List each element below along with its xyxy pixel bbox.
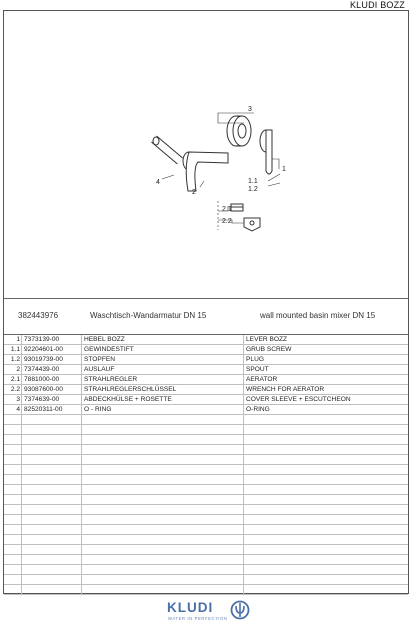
table-row: [4, 525, 408, 535]
table-row: [4, 405, 408, 415]
table-row: [4, 385, 408, 395]
part-name-de: AUSLAUF: [84, 366, 115, 373]
spout-part: [183, 152, 228, 191]
part-name-de: HEBEL BOZZ: [84, 336, 125, 343]
part-position: 3: [16, 396, 20, 403]
part-position: 1.1: [10, 346, 20, 353]
part-number: 93019739-00: [24, 356, 63, 363]
exploded-drawing: [4, 11, 408, 298]
part-name-en: PLUG: [246, 356, 264, 363]
aerator-part: [231, 204, 243, 211]
part-number: 7374639-00: [24, 396, 60, 403]
oring-part: [153, 137, 180, 161]
part-position: 1.2: [10, 356, 20, 363]
table-row: [4, 465, 408, 475]
part-name-de: STOPFEN: [84, 356, 116, 363]
parts-table: [4, 335, 408, 595]
table-row: [4, 565, 408, 575]
article-number: 382443976: [18, 311, 59, 320]
table-row: [4, 345, 408, 355]
table-row: [4, 435, 408, 445]
part-name-de: STRAHLREGLERSCHLÜSSEL: [84, 386, 177, 393]
callout-1: 1: [282, 166, 286, 173]
description-en: wall mounted basin mixer DN 15: [260, 311, 376, 320]
part-name-en: AERATOR: [246, 376, 278, 383]
table-row: [4, 355, 408, 365]
table-row: [4, 515, 408, 525]
table-row: [4, 485, 408, 495]
brand-header: KLUDI BOZZ: [349, 0, 405, 10]
table-row: [4, 555, 408, 565]
spare-parts-sheet: [3, 10, 409, 594]
callout-1-2: 1.2: [248, 186, 258, 193]
part-number: 7881000-00: [24, 376, 60, 383]
table-row: [4, 365, 408, 375]
table-row: [4, 495, 408, 505]
callout-4: 4: [156, 179, 160, 186]
callout-2-1: 2.1: [222, 206, 232, 213]
callout-1-1: 1.1: [248, 178, 258, 185]
part-name-en: O-RING: [246, 406, 270, 413]
lever-part: [260, 130, 272, 174]
part-position: 2.1: [10, 376, 20, 383]
table-row: [4, 335, 408, 345]
leader-lines: [162, 113, 280, 230]
part-name-de: ABDECKHÜLSE + ROSETTE: [84, 396, 172, 403]
logo-wordmark: KLUDI: [167, 600, 214, 615]
part-position: 2: [16, 366, 20, 373]
kludi-logo: [0, 600, 413, 624]
part-name-en: SPOUT: [246, 366, 269, 373]
part-name-de: O - RING: [84, 406, 112, 413]
aerator-wrench-part: [244, 218, 260, 231]
table-row: [4, 475, 408, 485]
part-number: 7374439-00: [24, 366, 60, 373]
table-row: [4, 445, 408, 455]
part-position: 2.2: [10, 386, 20, 393]
part-number: 82520311-00: [24, 406, 63, 413]
part-number: 92204601-00: [24, 346, 63, 353]
callout-2-2: 2.2: [222, 218, 232, 225]
table-row: [4, 535, 408, 545]
part-position: 4: [16, 406, 20, 413]
table-row: [4, 455, 408, 465]
part-number: 93087600-00: [24, 386, 63, 393]
table-row: [4, 375, 408, 385]
table-row: [4, 395, 408, 405]
part-name-en: LEVER BOZZ: [246, 336, 288, 343]
logo-tagline: WATER IN PERFECTION: [168, 616, 228, 621]
description-de: Waschtisch-Wandarmatur DN 15: [90, 311, 207, 320]
part-name-de: STRAHLREGLER: [84, 376, 138, 383]
part-name-en: COVER SLEEVE + ESCUTCHEON: [246, 396, 351, 403]
table-row: [4, 425, 408, 435]
table-row: [4, 545, 408, 555]
table-row: [4, 415, 408, 425]
part-name-en: WRENCH FOR AERATOR: [246, 386, 325, 393]
table-row: [4, 505, 408, 515]
escutcheon-part: [227, 116, 251, 146]
part-position: 1: [16, 336, 20, 343]
kludi-drop-icon: [230, 600, 250, 620]
table-row: [4, 575, 408, 585]
part-name-de: GEWINDESTIFT: [84, 346, 134, 353]
part-name-en: GRUB SCREW: [246, 346, 292, 353]
title-bar: [4, 298, 408, 335]
part-number: 7373139-00: [24, 336, 60, 343]
table-row: [4, 585, 408, 595]
faucet-exploded-view: [4, 11, 408, 298]
callout-3: 3: [248, 106, 252, 113]
callout-2: 2: [192, 189, 196, 196]
